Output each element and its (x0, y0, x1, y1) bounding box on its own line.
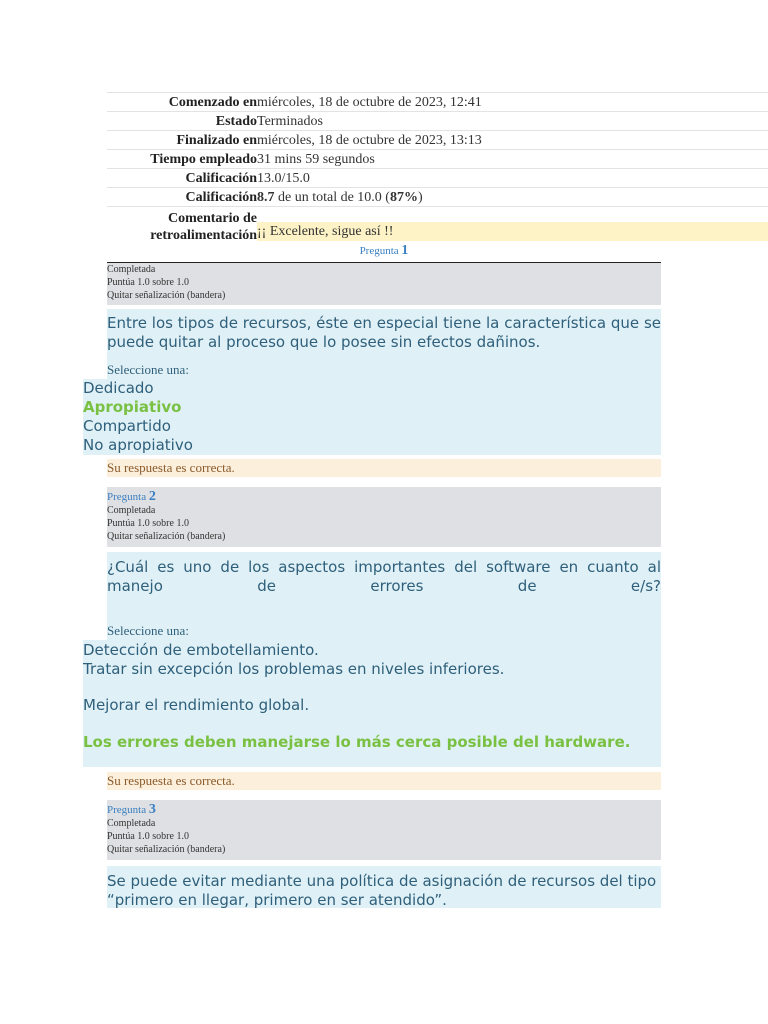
summary-value: miércoles, 18 de octubre de 2023, 13:13 (257, 132, 482, 148)
summary-label: Tiempo empleado (150, 151, 257, 167)
grade-score: 8.7 (257, 189, 275, 205)
question-number-label (107, 490, 661, 504)
question-2-info (107, 487, 661, 547)
question-number-label (107, 803, 661, 817)
question-word: Pregunta (107, 491, 147, 503)
question-number: 1 (401, 243, 409, 258)
summary-row-finished (107, 130, 768, 149)
grade-close: ) (417, 189, 423, 205)
question-word: Pregunta (359, 245, 399, 257)
summary-row-marks (107, 168, 768, 187)
overall-feedback: ¡¡ Excelente, sigue así !! (257, 222, 768, 241)
question-word: Pregunta (107, 804, 147, 816)
question-1-header (107, 243, 661, 259)
question-1-feedback: Su respuesta es correcta. (107, 459, 661, 477)
summary-label: Calificación (185, 189, 257, 205)
summary-row-grade (107, 187, 768, 206)
question-3-info (107, 800, 661, 860)
summary-label (107, 210, 257, 245)
summary-value: 31 mins 59 segundos (257, 151, 375, 167)
remove-flag-link[interactable]: Quitar señalización (bandera) (107, 290, 226, 301)
grade-percent: 87% (389, 189, 418, 205)
option-deteccion-embotellamiento[interactable]: Detección de embotellamiento. (83, 641, 319, 659)
option-compartido[interactable]: Compartido (83, 417, 171, 435)
question-1-text: Entre los tipos de recursos, éste en especial tiene la característica que se puede quitar al proceso que lo posee sin efectos dañinos. (107, 314, 661, 351)
feedback-label-line1: Comentario de (167, 211, 257, 226)
question-status: Completada (107, 818, 156, 829)
summary-row-time (107, 149, 768, 168)
option-dedicado[interactable]: Dedicado (83, 379, 154, 397)
option-apropiativo-correct[interactable]: Apropiativo (83, 398, 182, 416)
question-1-info (107, 262, 661, 305)
summary-value: 13.0/15.0 (257, 170, 310, 186)
select-one-label: Seleccione una: (107, 623, 189, 638)
summary-label: Estado (215, 113, 257, 129)
summary-label: Calificación (185, 170, 257, 186)
attempt-summary (107, 92, 768, 245)
option-tratar-sin-excepcion[interactable]: Tratar sin excepción los problemas en niveles inferiores. (83, 660, 505, 678)
summary-value (257, 189, 768, 206)
option-no-apropiativo[interactable]: No apropiativo (83, 436, 193, 454)
feedback-label-line2: retroalimentación (150, 228, 257, 243)
select-one-label: Seleccione una: (107, 362, 189, 377)
question-2-feedback: Su respuesta es correcta. (107, 772, 661, 790)
remove-flag-link[interactable]: Quitar señalización (bandera) (107, 844, 226, 855)
grade-text: de un total de 10.0 ( (274, 189, 390, 205)
summary-row-feedback (107, 206, 768, 245)
question-score: Puntúa 1.0 sobre 1.0 (107, 831, 189, 842)
question-score: Puntúa 1.0 sobre 1.0 (107, 518, 189, 529)
question-number: 3 (148, 802, 156, 817)
summary-row-started (107, 92, 768, 111)
option-errores-cerca-hardware-correct[interactable]: Los errores deben manejarse lo más cerca posible del hardware. (83, 733, 631, 751)
summary-label: Finalizado en (176, 132, 257, 148)
question-score: Puntúa 1.0 sobre 1.0 (107, 277, 189, 288)
summary-row-state (107, 111, 768, 130)
question-number: 2 (148, 489, 156, 504)
question-3-text: Se puede evitar mediante una política de asignación de recursos del tipo “primero en llegar, primero en ser atendido”. (107, 872, 657, 909)
summary-label: Comenzado en (168, 94, 257, 110)
option-mejorar-rendimiento[interactable]: Mejorar el rendimiento global. (83, 696, 310, 714)
question-status: Completada (107, 264, 156, 275)
remove-flag-link[interactable]: Quitar señalización (bandera) (107, 531, 226, 542)
question-status: Completada (107, 505, 156, 516)
summary-value: Terminados (257, 113, 323, 129)
summary-value: miércoles, 18 de octubre de 2023, 12:41 (257, 94, 482, 110)
question-2-text: ¿Cuál es uno de los aspectos importantes del software en cuanto al manejo de errores de e/s? (107, 558, 661, 595)
